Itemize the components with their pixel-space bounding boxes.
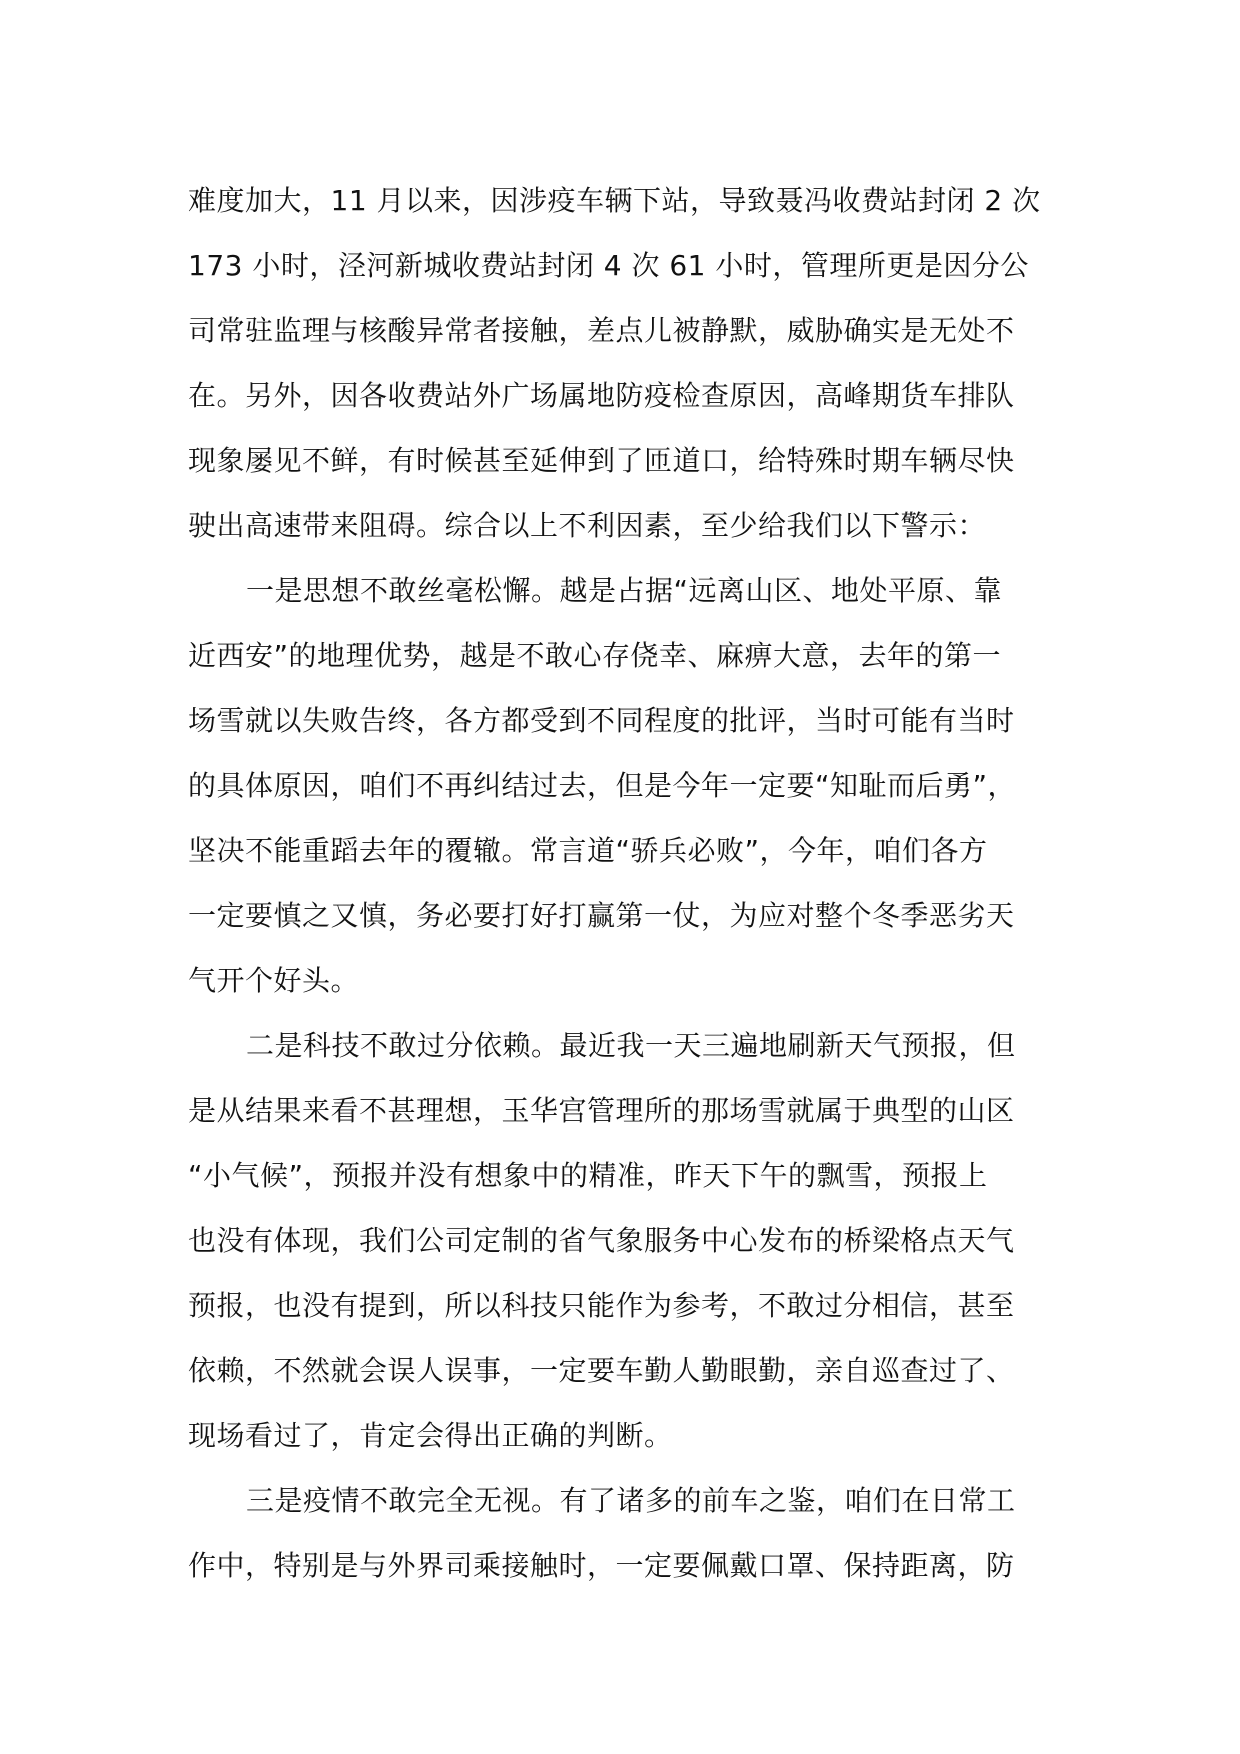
text-line: 二是科技不敢过分依赖。最近我一天三遍地刷新天气预报，但	[246, 1029, 1016, 1062]
text-line: 作中，特别是与外界司乘接触时，一定要佩戴口罩、保持距离，防	[188, 1549, 1015, 1582]
text-line: 在。另外，因各收费站外广场属地防疫检查原因，高峰期货车排队	[188, 379, 1015, 412]
text-line: 气开个好头。	[188, 964, 360, 997]
text-line: 难度加大，11 月以来，因涉疫车辆下站，导致聂冯收费站封闭 2 次	[188, 184, 1041, 217]
text-line: 坚决不能重蹈去年的覆辙。常言道“骄兵必败”，今年，咱们各方	[188, 834, 988, 867]
text-line: 是从结果来看不甚理想，玉华宫管理所的那场雪就属于典型的山区	[188, 1094, 1015, 1127]
document-body	[188, 168, 1088, 1598]
text-line: 预报，也没有提到，所以科技只能作为参考，不敢过分相信，甚至	[188, 1289, 1015, 1322]
text-line: 173 小时，泾河新城收费站封闭 4 次 61 小时，管理所更是因分公	[188, 249, 1029, 282]
text-line: 三是疫情不敢完全无视。有了诸多的前车之鉴，咱们在日常工	[246, 1484, 1016, 1517]
text-line: 一定要慎之又慎，务必要打好打赢第一仗，为应对整个冬季恶劣天	[188, 899, 1015, 932]
text-line: 近西安”的地理优势，越是不敢心存侥幸、麻痹大意，去年的第一	[188, 639, 1002, 672]
text-line: 一是思想不敢丝毫松懈。越是占据“远离山区、地处平原、靠	[246, 574, 1003, 607]
text-line: 现场看过了，肯定会得出正确的判断。	[188, 1419, 673, 1452]
text-line: 的具体原因，咱们不再纠结过去，但是今年一定要“知耻而后勇”，	[188, 769, 1017, 802]
text-line: 依赖，不然就会误人误事，一定要车勤人勤眼勤，亲自巡查过了、	[188, 1354, 1015, 1387]
text-line: 驶出高速带来阻碍。综合以上不利因素，至少给我们以下警示：	[188, 509, 987, 542]
text-line: 司常驻监理与核酸异常者接触，差点儿被静默，威胁确实是无处不	[188, 314, 1015, 347]
text-line: “小气候”，预报并没有想象中的精准，昨天下午的飘雪，预报上	[188, 1159, 988, 1192]
text-line: 现象屡见不鲜，有时候甚至延伸到了匝道口，给特殊时期车辆尽快	[188, 444, 1015, 477]
text-line: 场雪就以失败告终，各方都受到不同程度的批评，当时可能有当时	[188, 704, 1015, 737]
text-line: 也没有体现，我们公司定制的省气象服务中心发布的桥梁格点天气	[188, 1224, 1015, 1257]
